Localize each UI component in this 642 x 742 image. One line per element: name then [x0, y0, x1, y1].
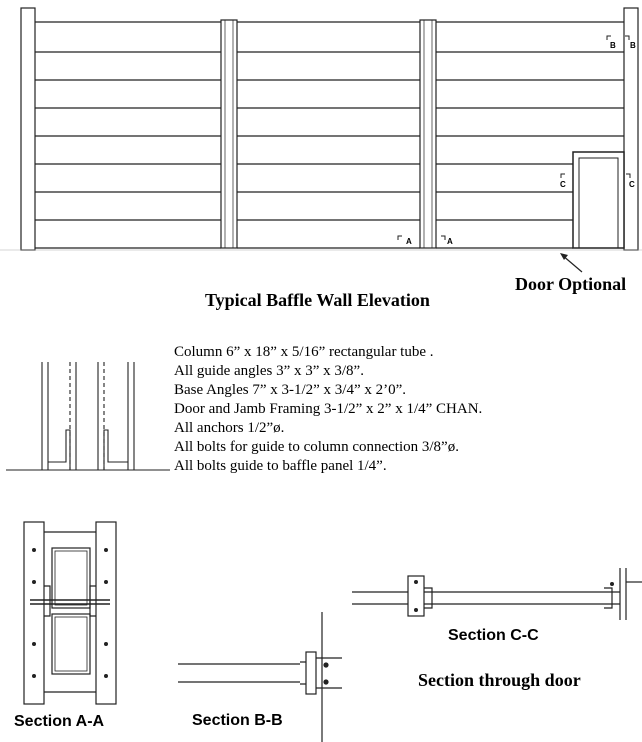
section-b-b-label: Section B-B: [192, 712, 283, 729]
marker-b-right: B: [630, 41, 636, 50]
section-a-a-label: Section A-A: [14, 713, 105, 730]
marker-c-left: C: [560, 180, 566, 189]
elevation-title: Typical Baffle Wall Elevation: [205, 290, 430, 310]
note-line: Door and Jamb Framing 3-1/2” x 2” x 1/4” CHAN.: [174, 401, 483, 417]
note-line: All bolts for guide to column connection 3/8”ø.: [174, 439, 459, 455]
note-line: Column 6” x 18” x 5/16” rectangular tube .: [174, 344, 434, 360]
marker-b-left: B: [610, 41, 616, 50]
marker-a-left: A: [406, 237, 412, 246]
door-optional-label: Door Optional: [515, 274, 627, 294]
marker-c-right: C: [629, 180, 635, 189]
note-line: All guide angles 3” x 3” x 3/8”.: [174, 363, 364, 379]
section-through-door-label: Section through door: [418, 670, 581, 690]
note-line: Base Angles 7” x 3-1/2” x 3/4” x 2’0”.: [174, 382, 407, 398]
note-line: All anchors 1/2”ø.: [174, 420, 285, 436]
note-line: All bolts guide to baffle panel 1/4”.: [174, 458, 387, 474]
section-c-c-label: Section C-C: [448, 627, 539, 644]
marker-a-right: A: [447, 237, 453, 246]
